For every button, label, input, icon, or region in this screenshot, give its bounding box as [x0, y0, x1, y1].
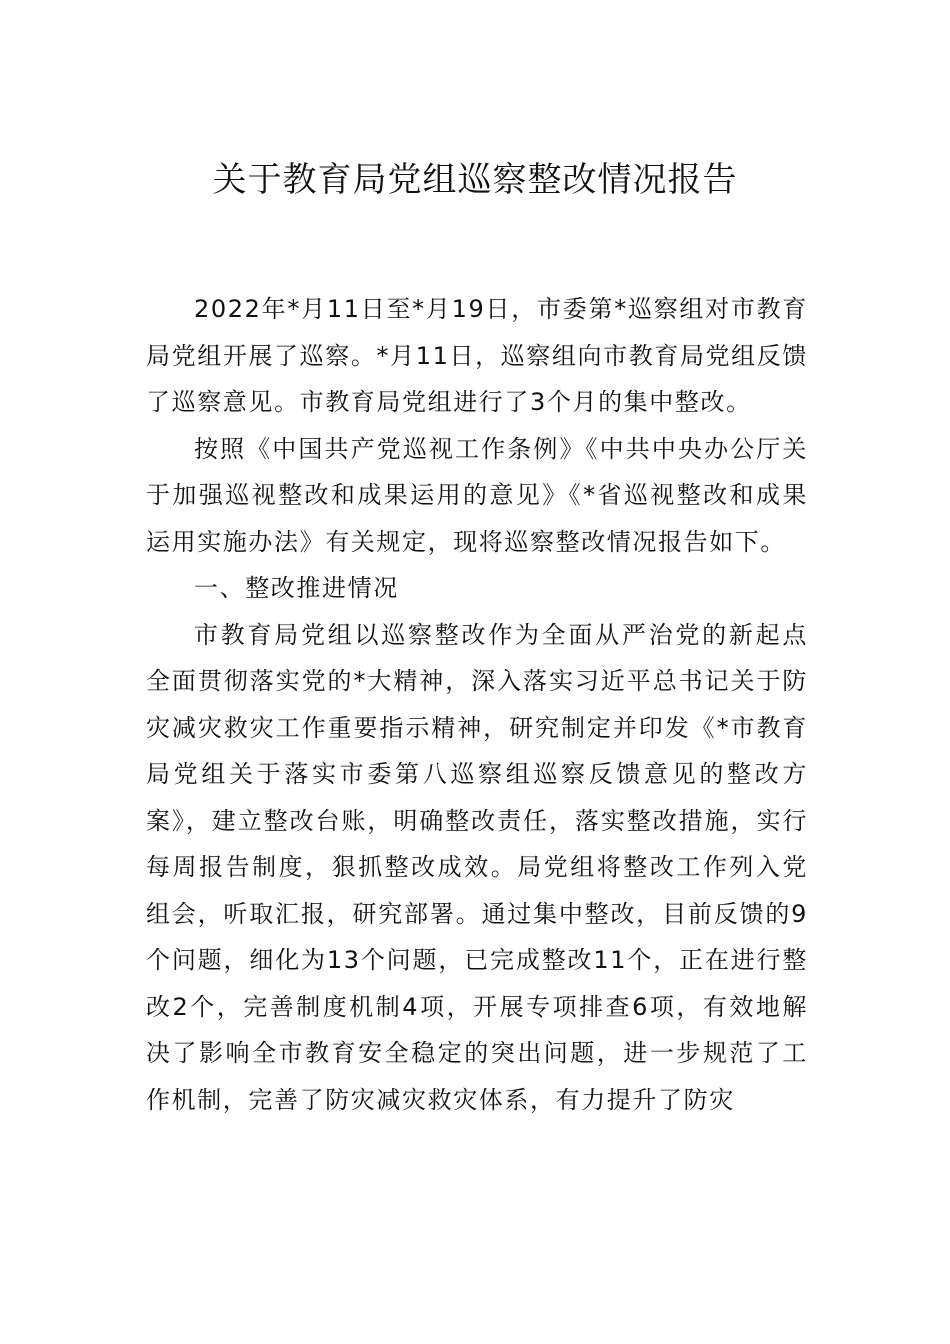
paragraph-intro: 2022年*月11日至*月19日，市委第*巡察组对市教育局党组开展了巡察。*月11日，巡察组向市教育局党组反馈了巡察意见。市教育局党组进行了3个月的集中整改。: [146, 295, 808, 416]
document-body: [146, 286, 808, 1123]
document-title: 关于教育局党组巡察整改情况报告: [212, 160, 738, 200]
paragraph-basis: 按照《中国共产党巡视工作条例》《中共中央办公厅关于加强巡视整改和成果运用的意见》《*省巡视整改和成果运用实施办法》有关规定，现将巡察整改情况报告如下。: [146, 434, 808, 556]
section-heading-1: 一、整改推进情况: [194, 574, 399, 602]
paragraph-progress: 市教育局党组以巡察整改作为全面从严治党的新起点全面贯彻落实党的*大精神，深入落实习近平总书记关于防灾减灾救灾工作重要指示精神，研究制定并印发《*市教育局党组关于落实市委第八巡察组巡察反馈意见的整改方案》，建立整改台账，明确整改责任，落实整改措施，实行每周报告制度，狠抓整改成效。局党组将整改工作列入党组会，听取汇报，研究部署。通过集中整改，目前反馈的9个问题，细化为13个问题，已完成整改11个，正在进行整改2个，完善制度机制4项，开展专项排查6项，有效地解决了影响全市教育安全稳定的突出问题，进一步规范了工作机制，完善了防灾减灾救灾体系，有力提升了防灾: [146, 620, 808, 1114]
